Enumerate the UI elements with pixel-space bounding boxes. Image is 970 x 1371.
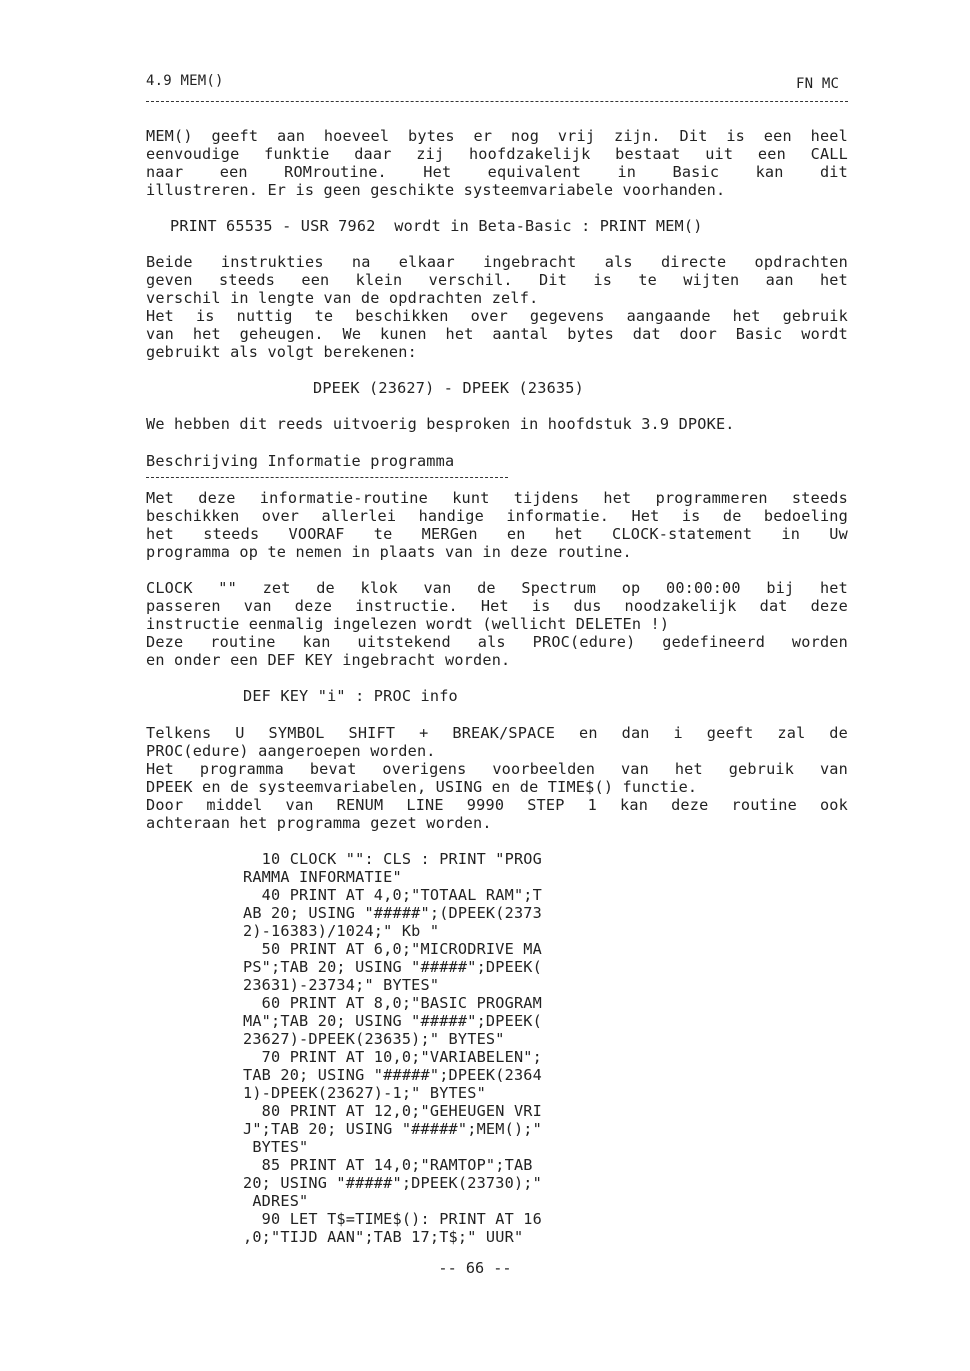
subsection-title: Beschrijving Informatie programma <box>146 452 455 470</box>
code-line: 90 LET T$=TIME$(): PRINT AT 16 <box>243 1210 542 1228</box>
paragraph-line: Door middel van RENUM LINE 9990 STEP 1 kan deze routine ook <box>146 796 848 814</box>
paragraph-line: beschikken over allerlei handige informatie. Het is de bedoeling <box>146 507 848 525</box>
paragraph-line: Met deze informatie-routine kunt tijdens het programmeren steeds <box>146 489 848 507</box>
code-line: MA";TAB 20; USING "#####";DPEEK( <box>243 1012 542 1030</box>
paragraph-line: CLOCK "" zet de klok van de Spectrum op 00:00:00 bij het <box>146 579 848 597</box>
paragraph-line: verschil in lengte van de opdrachten zelf. <box>146 289 539 307</box>
code-line: 10 CLOCK "": CLS : PRINT "PROG <box>243 850 542 868</box>
formula-line: PRINT 65535 - USR 7962 wordt in Beta-Basic : PRINT MEM() <box>170 217 703 235</box>
paragraph-line: passeren van deze instructie. Het is dus noodzakelijk dat deze <box>146 597 848 615</box>
paragraph-line: gebruikt als volgt berekenen: <box>146 343 417 361</box>
page-number: -- 66 -- <box>438 1259 512 1277</box>
code-line: ,0;"TIJD AAN";TAB 17;T$;" UUR" <box>243 1228 524 1246</box>
header-rule <box>146 101 848 102</box>
code-line: 20; USING "#####";DPEEK(23730);" <box>243 1174 542 1192</box>
code-line: 85 PRINT AT 14,0;"RAMTOP";TAB <box>243 1156 533 1174</box>
code-line: 1)-DPEEK(23627)-1;" BYTES" <box>243 1084 486 1102</box>
code-example: DEF KEY "i" : PROC info <box>243 687 458 705</box>
code-line: RAMMA INFORMATIE" <box>243 868 402 886</box>
paragraph-line: van het geheugen. We kunen het aantal bytes dat door Basic wordt <box>146 325 848 343</box>
code-line: PS";TAB 20; USING "#####";DPEEK( <box>243 958 542 976</box>
paragraph-line: geven steeds een klein verschil. Dit is te wijten aan het <box>146 271 848 289</box>
paragraph-line: programma op te nemen in plaats van in deze routine. <box>146 543 632 561</box>
paragraph-line: DPEEK en de systeemvariabelen, USING en de TIME$() functie. <box>146 778 698 796</box>
paragraph-line: naar een ROMroutine. Het equivalent in Basic kan dit <box>146 163 848 181</box>
paragraph-line: Het is nuttig te beschikken over gegevens aangaande het gebruik <box>146 307 848 325</box>
paragraph-line: Deze routine kan uitstekend als PROC(edure) gedefineerd worden <box>146 633 848 651</box>
paragraph-line: PROC(edure) aangeroepen worden. <box>146 742 436 760</box>
paragraph-line: en onder een DEF KEY ingebracht worden. <box>146 651 511 669</box>
code-line: 50 PRINT AT 6,0;"MICRODRIVE MA <box>243 940 542 958</box>
paragraph-line: het steeds VOORAF te MERGen en het CLOCK-statement in Uw <box>146 525 848 543</box>
section-header: 4.9 MEM() <box>146 73 224 89</box>
paragraph-line: We hebben dit reeds uitvoerig besproken in hoofdstuk 3.9 DPOKE. <box>146 415 735 433</box>
paragraph-line: MEM() geeft aan hoeveel bytes er nog vrij zijn. Dit is een heel <box>146 127 848 145</box>
code-line: 40 PRINT AT 4,0;"TOTAAL RAM";T <box>243 886 542 904</box>
code-line: ADRES" <box>243 1192 309 1210</box>
paragraph-line: Telkens U SYMBOL SHIFT + BREAK/SPACE en dan i geeft zal de <box>146 724 848 742</box>
code-line: 23627)-DPEEK(23635);" BYTES" <box>243 1030 505 1048</box>
code-line: 70 PRINT AT 10,0;"VARIABELEN"; <box>243 1048 542 1066</box>
paragraph-line: instructie eenmalig ingelezen wordt (wellicht DELETEn !) <box>146 615 670 633</box>
paragraph-line: achteraan het programma gezet worden. <box>146 814 492 832</box>
code-line: AB 20; USING "#####";(DPEEK(2373 <box>243 904 542 922</box>
code-line: 2)-16383)/1024;" Kb " <box>243 922 440 940</box>
formula-line: DPEEK (23627) - DPEEK (23635) <box>313 379 584 397</box>
code-line: BYTES" <box>243 1138 309 1156</box>
paragraph-line: illustreren. Er is geen geschikte systeemvariabele voorhanden. <box>146 181 726 199</box>
function-header: FN MC <box>796 76 840 92</box>
code-line: TAB 20; USING "#####";DPEEK(2364 <box>243 1066 542 1084</box>
code-line: 60 PRINT AT 8,0;"BASIC PROGRAM <box>243 994 542 1012</box>
subtitle-rule <box>146 477 508 478</box>
paragraph-line: Beide instrukties na elkaar ingebracht als directe opdrachten <box>146 253 848 271</box>
code-line: 23631)-23734;" BYTES" <box>243 976 440 994</box>
code-line: J";TAB 20; USING "#####";MEM();" <box>243 1120 542 1138</box>
paragraph-line: eenvoudige funktie daar zij hoofdzakelijk bestaat uit een CALL <box>146 145 848 163</box>
code-line: 80 PRINT AT 12,0;"GEHEUGEN VRI <box>243 1102 542 1120</box>
paragraph-line: Het programma bevat overigens voorbeelden van het gebruik van <box>146 760 848 778</box>
